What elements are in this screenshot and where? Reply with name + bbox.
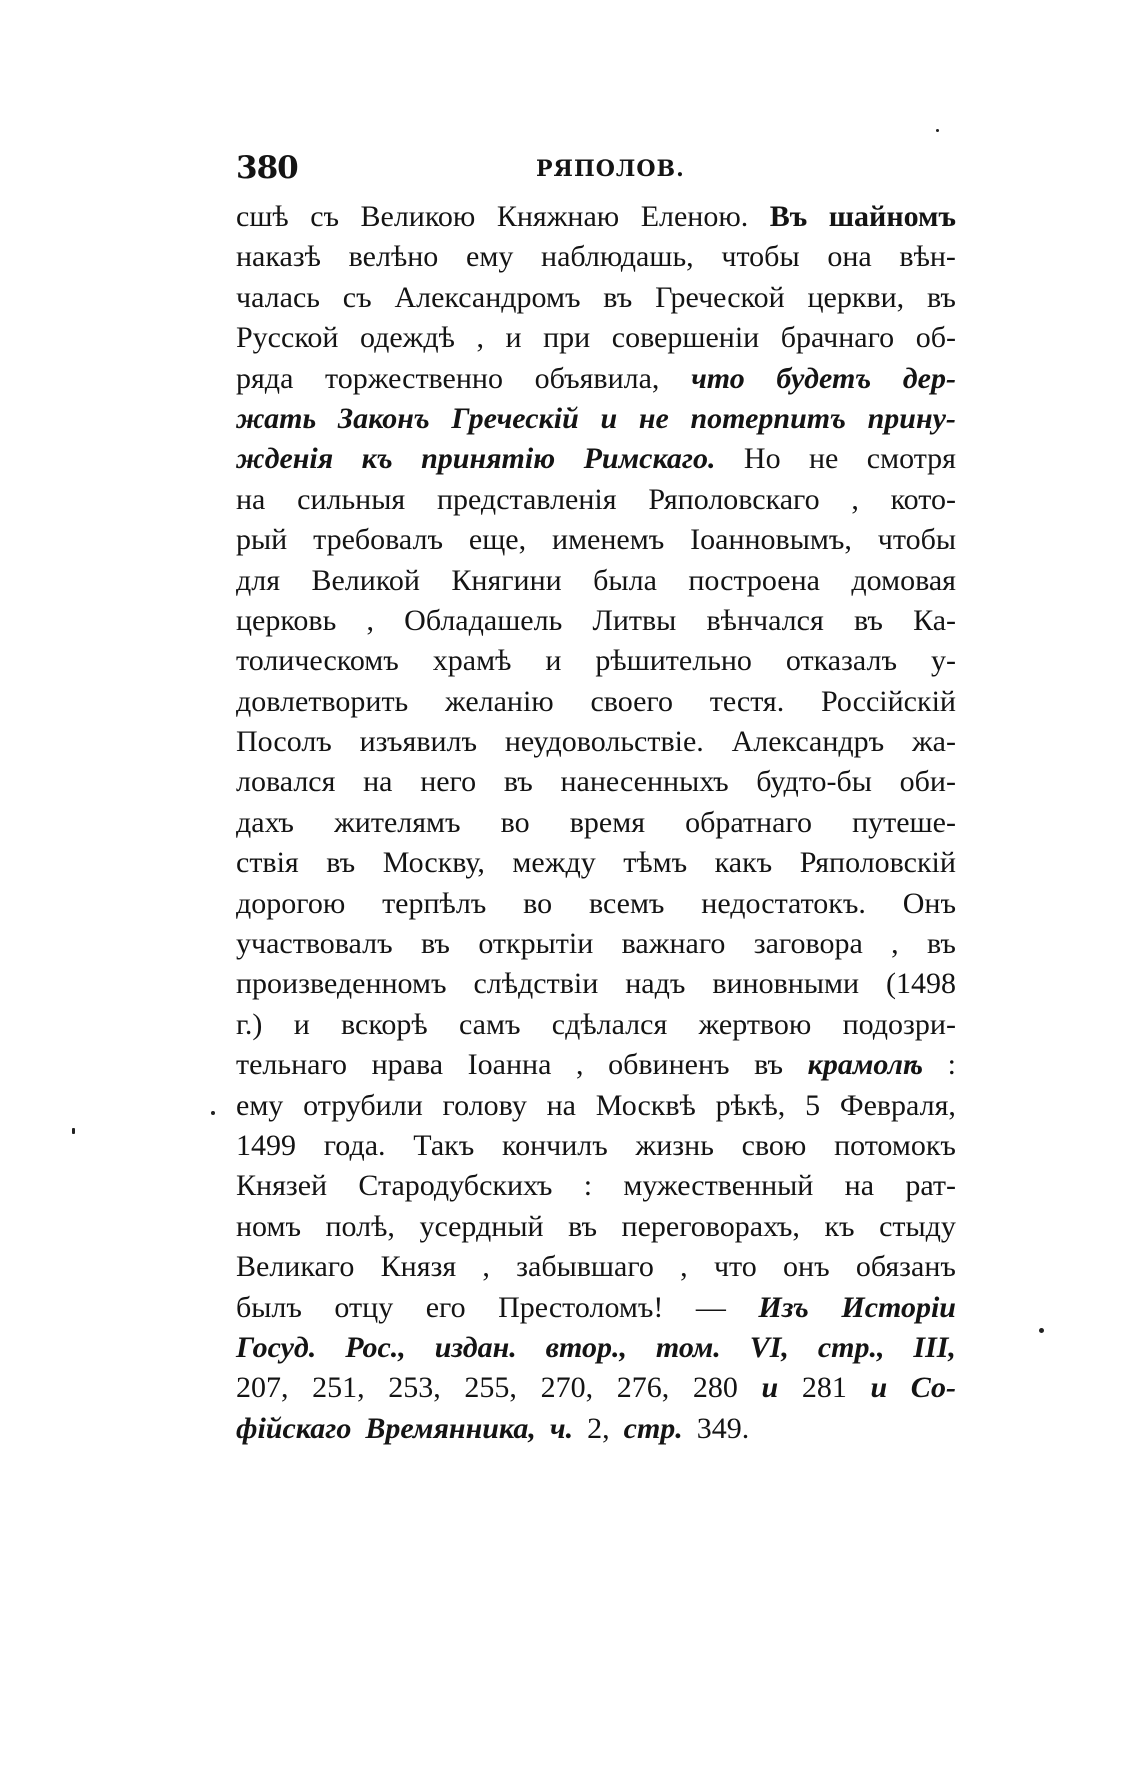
text-line	[236, 644, 956, 684]
word: одеждѣ	[359, 321, 455, 355]
word: неудовольствіе.	[504, 725, 704, 759]
word: Изъ	[758, 1290, 809, 1324]
text-line	[236, 846, 956, 886]
word: Русской	[236, 321, 339, 355]
text-line	[236, 1129, 956, 1169]
word: 1499	[236, 1128, 296, 1162]
scan-speck	[1039, 1328, 1044, 1333]
word: довлетворить	[236, 684, 409, 718]
word: Времянника,	[365, 1411, 536, 1445]
word: жденія	[236, 442, 334, 476]
word: виновными	[712, 967, 860, 1001]
word: свою	[741, 1128, 807, 1162]
word: на	[363, 765, 393, 799]
word: терпѣлъ	[382, 886, 487, 920]
text-line	[236, 887, 956, 927]
word: надъ	[625, 967, 686, 1001]
word: 2,	[587, 1411, 610, 1445]
word: обвиненъ	[608, 1048, 730, 1082]
word: Римскаго.	[583, 442, 716, 476]
word: будто-бы	[756, 765, 872, 799]
text-line	[236, 685, 956, 725]
word: чалась	[236, 280, 320, 314]
word: въ	[927, 280, 956, 314]
word: Но	[743, 442, 781, 476]
word: что	[691, 361, 745, 395]
word: 349.	[696, 1411, 750, 1445]
text-line	[236, 402, 956, 442]
word: принятію	[421, 442, 556, 476]
word: Россійскій	[820, 684, 956, 718]
word: желанію	[444, 684, 554, 718]
word: ,	[482, 1250, 490, 1284]
word: Александромъ	[394, 280, 581, 314]
word: Москву,	[382, 846, 485, 880]
word: время	[569, 805, 645, 839]
word: 5	[805, 1088, 821, 1122]
body-text	[236, 200, 956, 1452]
text-line	[236, 442, 956, 482]
word: об-	[915, 321, 956, 355]
text-line	[236, 1412, 956, 1452]
word: изъявилъ	[359, 725, 478, 759]
word: вѣнчался	[706, 603, 824, 637]
word: 270,	[540, 1371, 594, 1405]
word: толическомъ	[236, 644, 399, 678]
word: издан.	[434, 1330, 517, 1364]
word: нрава	[371, 1048, 444, 1082]
word: Князя	[380, 1250, 457, 1284]
word: голову	[442, 1088, 527, 1122]
word: Князей	[236, 1169, 328, 1203]
text-line	[236, 281, 956, 321]
word: Рос.,	[345, 1330, 406, 1364]
word: подозри-	[842, 1007, 956, 1041]
text-line	[236, 483, 956, 523]
word: его	[425, 1290, 466, 1324]
word: при	[543, 321, 591, 355]
text-line	[236, 604, 956, 644]
text-line	[236, 927, 956, 967]
word: велѣно	[348, 240, 439, 274]
text-line	[236, 725, 956, 765]
word: Онъ	[902, 886, 956, 920]
word: домовая	[851, 563, 956, 597]
word: и	[505, 321, 522, 355]
word: Стародубскихъ	[358, 1169, 553, 1203]
word: Со-	[910, 1371, 956, 1405]
text-line	[236, 523, 956, 563]
word: недостатокъ.	[701, 886, 866, 920]
word: и	[293, 1007, 310, 1041]
word: и	[545, 644, 562, 678]
word: Ряполовскаго	[648, 482, 820, 516]
word: ,	[891, 927, 899, 961]
word: Февраля,	[839, 1088, 956, 1122]
word: Греческій	[451, 401, 579, 435]
text-line	[236, 1250, 956, 1290]
word: во	[500, 805, 530, 839]
word: стр.	[623, 1411, 683, 1445]
word: вскорѣ	[341, 1007, 428, 1041]
word: г.)	[236, 1007, 263, 1041]
word: наблюдашь,	[541, 240, 694, 274]
word: тѣмъ	[623, 846, 688, 880]
text-line	[236, 1169, 956, 1209]
word: переговорахъ,	[621, 1209, 800, 1243]
word: торжественно	[325, 361, 503, 395]
word: 251,	[312, 1371, 365, 1405]
word: III,	[913, 1330, 956, 1364]
word: тестя.	[709, 684, 785, 718]
word: слѣдствіи	[473, 967, 599, 1001]
word: въ	[853, 603, 883, 637]
word: него	[420, 765, 477, 799]
word: мужественный	[623, 1169, 814, 1203]
word: между	[512, 846, 596, 880]
word: VI,	[749, 1330, 789, 1364]
word: она	[827, 240, 872, 274]
word: 253,	[388, 1371, 441, 1405]
text-line	[236, 1291, 956, 1331]
word: потерпитъ	[690, 401, 846, 435]
word: произведенномъ	[236, 967, 447, 1001]
word: открытіи	[478, 927, 594, 961]
word: шайномъ	[828, 200, 956, 233]
word: на	[546, 1088, 576, 1122]
word: обязанъ	[855, 1250, 956, 1284]
word: жителямъ	[334, 805, 461, 839]
word: Законъ	[337, 401, 430, 435]
word: построена	[688, 563, 820, 597]
page-number: 380	[236, 150, 298, 186]
word: ч.	[549, 1411, 574, 1445]
word: къ	[824, 1209, 855, 1243]
word: ему	[236, 1088, 284, 1122]
word: усердный	[419, 1209, 544, 1243]
word: прину-	[867, 401, 956, 435]
word: отказалъ	[785, 644, 897, 678]
word: церкви,	[807, 280, 905, 314]
word: не	[638, 401, 669, 435]
word: сдѣлался	[551, 1007, 668, 1041]
word: кото-	[890, 482, 956, 516]
word: жертвою	[698, 1007, 812, 1041]
word: Такъ	[413, 1128, 475, 1162]
word: требовалъ	[313, 523, 443, 557]
word: въ	[503, 765, 533, 799]
word: Въ	[769, 200, 808, 233]
word: Литвы	[592, 603, 677, 637]
word: фійскаго	[236, 1411, 352, 1445]
word: кончилъ	[502, 1128, 608, 1162]
text-line	[236, 806, 956, 846]
word: въ	[326, 846, 356, 880]
word: жать	[236, 401, 317, 435]
word: Великою	[360, 200, 476, 233]
word: еще,	[468, 523, 527, 557]
word: важнаго	[621, 927, 726, 961]
word: какъ	[714, 846, 773, 880]
word: ,	[680, 1250, 688, 1284]
text-line	[236, 765, 956, 805]
word: былъ	[236, 1290, 302, 1324]
word: ему	[466, 240, 514, 274]
word: что	[713, 1250, 757, 1284]
word: ,	[576, 1048, 584, 1082]
word: Исторіи	[841, 1290, 956, 1324]
word: въ	[421, 927, 450, 961]
word: чтобы	[721, 240, 800, 274]
word: 276,	[616, 1371, 670, 1405]
text-line	[236, 1371, 956, 1411]
text-line	[236, 240, 956, 280]
word: дорогою	[236, 886, 346, 920]
word: Москвѣ	[595, 1088, 696, 1122]
word: и	[870, 1371, 888, 1405]
word: Іоанна	[467, 1048, 552, 1082]
word: :	[947, 1048, 956, 1082]
word: рат-	[905, 1169, 956, 1203]
word: Престоломъ!	[498, 1290, 664, 1324]
word: рѣшительно	[595, 644, 752, 678]
word: отрубили	[303, 1088, 423, 1122]
word: стыду	[879, 1209, 956, 1243]
word: на	[236, 482, 266, 516]
word: 280	[692, 1371, 738, 1405]
word: съ	[342, 280, 372, 314]
word: въ	[603, 280, 633, 314]
word: въ	[754, 1048, 784, 1082]
scan-speck	[936, 129, 939, 132]
word: ловался	[236, 765, 336, 799]
word: дахъ	[236, 805, 294, 839]
word: тельнаго	[236, 1048, 348, 1082]
word: именемъ	[552, 523, 665, 557]
word: къ	[361, 442, 393, 476]
word: Греческой	[655, 280, 785, 314]
word: всемъ	[588, 886, 665, 920]
word: и	[600, 401, 618, 435]
word: Княжнаю	[496, 200, 620, 233]
word: въ	[927, 927, 956, 961]
word: Великой	[311, 563, 420, 597]
word: съ	[310, 200, 340, 233]
word: смотря	[866, 442, 956, 476]
word: полѣ,	[325, 1209, 395, 1243]
word: будетъ	[776, 361, 872, 395]
word: путеше-	[852, 805, 956, 839]
word: у-	[930, 644, 956, 678]
word: нанесенныхъ	[560, 765, 729, 799]
word: Посолъ	[236, 725, 332, 759]
word: ряда	[236, 361, 294, 395]
word: Еленою.	[640, 200, 749, 233]
running-head	[236, 150, 956, 190]
word: номъ	[236, 1209, 301, 1243]
word: жизнь	[635, 1128, 714, 1162]
word: :	[583, 1169, 593, 1203]
word: представленія	[436, 482, 617, 516]
word: —	[695, 1290, 726, 1324]
word: крамолѣ	[807, 1048, 924, 1082]
word: том.	[655, 1330, 721, 1364]
word: оби-	[899, 765, 956, 799]
word: участвовалъ	[236, 927, 393, 961]
text-line	[236, 1008, 956, 1048]
scan-speck	[211, 1111, 215, 1115]
text-line	[236, 1210, 956, 1250]
word: своего	[590, 684, 673, 718]
running-head-title: РЯПОЛОВ.	[536, 156, 685, 182]
word: Великаго	[236, 1250, 355, 1284]
word: потомокъ	[834, 1128, 956, 1162]
word: отцу	[334, 1290, 394, 1324]
word: ,	[851, 482, 859, 516]
word: (1498	[885, 967, 956, 1001]
word: была	[593, 563, 657, 597]
text-line	[236, 1331, 956, 1371]
word: на	[844, 1169, 875, 1203]
word: брачнаго	[780, 321, 895, 355]
word: жа-	[911, 725, 956, 759]
word: во	[523, 886, 553, 920]
scan-speck	[72, 1128, 75, 1134]
word: самъ	[458, 1007, 521, 1041]
word: рый	[236, 523, 288, 557]
word: заговора	[753, 927, 863, 961]
text-line	[236, 200, 956, 240]
word: 281	[801, 1371, 847, 1405]
word: сшѣ	[236, 200, 289, 233]
word: онъ	[783, 1250, 830, 1284]
word: чтобы	[877, 523, 956, 557]
word: совершеніи	[611, 321, 760, 355]
word: Княгини	[451, 563, 562, 597]
text-line	[236, 1089, 956, 1129]
word: церковь	[236, 603, 337, 637]
word: дер-	[902, 361, 956, 395]
word: Обладашель	[404, 603, 563, 637]
word: не	[809, 442, 839, 476]
word: 255,	[464, 1371, 517, 1405]
word: для	[236, 563, 281, 597]
word: года.	[323, 1128, 386, 1162]
word: 207,	[236, 1371, 289, 1405]
word: въ	[568, 1209, 598, 1243]
word: Ка-	[913, 603, 956, 637]
word: наказѣ	[236, 240, 321, 274]
word: Ряполовскій	[799, 846, 956, 880]
word: храмѣ	[432, 644, 512, 678]
word: ,	[366, 603, 374, 637]
word: Александръ	[731, 725, 885, 759]
word: Іоанновымъ,	[690, 523, 852, 557]
text-line	[236, 321, 956, 361]
word: стр.,	[817, 1330, 885, 1364]
word: забывшаго	[516, 1250, 654, 1284]
text-line	[236, 362, 956, 402]
word: сильныя	[297, 482, 406, 516]
word: Госуд.	[236, 1330, 317, 1364]
word: и	[761, 1371, 779, 1405]
word: рѣкѣ,	[715, 1088, 786, 1122]
word: объявила,	[534, 361, 660, 395]
word: ,	[476, 321, 484, 355]
text-line	[236, 967, 956, 1007]
word: вѣн-	[899, 240, 956, 274]
word: обратнаго	[685, 805, 812, 839]
word: ствія	[236, 846, 299, 880]
word: втор.,	[545, 1330, 627, 1364]
text-line	[236, 564, 956, 604]
text-line	[236, 1048, 956, 1088]
